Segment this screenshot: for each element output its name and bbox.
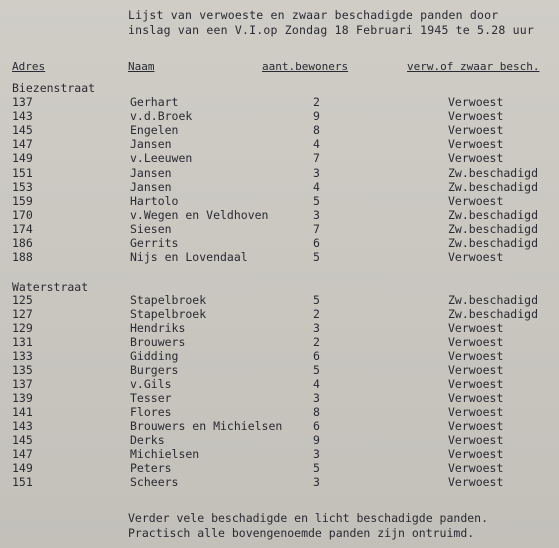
- damage-status: Verwoest: [448, 405, 504, 419]
- resident-count: 3: [313, 475, 320, 489]
- damage-status: Verwoest: [448, 433, 504, 447]
- resident-count: 2: [313, 95, 320, 109]
- resident-count: 5: [313, 250, 320, 265]
- house-number: 174: [12, 221, 33, 236]
- house-number: 133: [12, 349, 33, 363]
- section-street-biezenstraat: Biezenstraat: [12, 81, 96, 95]
- damage-status: Verwoest: [448, 349, 504, 363]
- table-row: [0, 420, 559, 433]
- resident-name: Tesser: [130, 391, 172, 405]
- damage-status: Verwoest: [448, 321, 504, 335]
- resident-count: 5: [313, 193, 320, 208]
- house-number: 147: [12, 447, 33, 461]
- house-number: 149: [12, 461, 33, 475]
- resident-name: Nijs en Lovendaal: [130, 250, 248, 265]
- house-number: 131: [12, 335, 33, 349]
- house-number: 170: [12, 207, 33, 222]
- damage-status: Verwoest: [448, 109, 504, 124]
- title-line-1: Lijst van verwoeste en zwaar beschadigde panden door: [128, 8, 499, 22]
- resident-name: Engelen: [130, 123, 179, 138]
- resident-name: Stapelbroek: [130, 307, 207, 321]
- footer-line-1: Verder vele beschadigde en licht beschadigde panden.: [128, 511, 489, 525]
- table-row: [0, 96, 559, 109]
- damage-status: Verwoest: [448, 193, 504, 208]
- house-number: 149: [12, 151, 33, 166]
- house-number: 145: [12, 433, 33, 447]
- resident-name: Jansen: [130, 137, 172, 152]
- house-number: 125: [12, 293, 33, 307]
- house-number: 127: [12, 307, 33, 321]
- table-row: [0, 434, 559, 447]
- damage-status: Verwoest: [448, 123, 504, 138]
- resident-name: Jansen: [130, 165, 172, 180]
- damage-status: Verwoest: [448, 335, 504, 349]
- table-row: [0, 251, 559, 264]
- house-number: 141: [12, 405, 33, 419]
- header-bewoners: aant.bewoners: [262, 60, 349, 73]
- resident-name: Hartolo: [130, 193, 179, 208]
- damage-status: Verwoest: [448, 447, 504, 461]
- section-street-waterstraat: Waterstraat: [12, 280, 89, 294]
- resident-name: Stapelbroek: [130, 293, 207, 307]
- house-number: 151: [12, 475, 33, 489]
- resident-count: 8: [313, 123, 320, 138]
- table-row: [0, 138, 559, 151]
- title-line-2: inslag van een V.I.op Zondag 18 Februari 1945 te 5.28 uur: [128, 23, 535, 37]
- damage-status: Verwoest: [448, 95, 504, 109]
- damage-status: Zw.beschadigd: [448, 207, 539, 222]
- resident-name: Brouwers en Michielsen: [130, 419, 283, 433]
- resident-count: 3: [313, 321, 320, 335]
- house-number: 159: [12, 193, 33, 208]
- resident-count: 6: [313, 419, 320, 433]
- resident-name: Jansen: [130, 179, 172, 194]
- table-row: [0, 110, 559, 123]
- resident-count: 3: [313, 391, 320, 405]
- resident-name: v.d.Broek: [130, 109, 193, 124]
- house-number: 137: [12, 95, 33, 109]
- table-row: [0, 350, 559, 363]
- resident-name: Siesen: [130, 221, 172, 236]
- resident-name: Derks: [130, 433, 165, 447]
- table-row: [0, 364, 559, 377]
- table-row: [0, 476, 559, 489]
- table-row: [0, 124, 559, 137]
- resident-count: 4: [313, 137, 320, 152]
- damage-status: Verwoest: [448, 363, 504, 377]
- resident-count: 5: [313, 363, 320, 377]
- resident-name: Peters: [130, 461, 172, 475]
- resident-count: 9: [313, 109, 320, 124]
- resident-name: v.Wegen en Veldhoven: [130, 207, 269, 222]
- resident-name: Hendriks: [130, 321, 186, 335]
- house-number: 186: [12, 236, 33, 250]
- resident-count: 2: [313, 307, 320, 321]
- resident-name: Gidding: [130, 349, 179, 363]
- house-number: 153: [12, 179, 33, 194]
- house-number: 145: [12, 123, 33, 138]
- resident-name: Flores: [130, 405, 172, 419]
- document-footer: [128, 511, 488, 541]
- damage-status: Verwoest: [448, 377, 504, 391]
- resident-name: Michielsen: [130, 447, 200, 461]
- resident-count: 3: [313, 207, 320, 222]
- document-title: [128, 8, 534, 38]
- table-row: [0, 152, 559, 165]
- damage-status: Zw.beschadigd: [448, 293, 539, 307]
- house-number: 137: [12, 377, 33, 391]
- damage-status: Verwoest: [448, 151, 504, 166]
- damage-status: Zw.beschadigd: [448, 221, 539, 236]
- resident-count: 9: [313, 433, 320, 447]
- resident-count: 6: [313, 349, 320, 363]
- damage-status: Zw.beschadigd: [448, 165, 539, 180]
- resident-count: 6: [313, 236, 320, 250]
- resident-name: Brouwers: [130, 335, 186, 349]
- damage-status: Verwoest: [448, 461, 504, 475]
- resident-name: v.Gils: [130, 377, 172, 391]
- resident-count: 3: [313, 165, 320, 180]
- table-row: [0, 322, 559, 335]
- damage-status: Zw.beschadigd: [448, 307, 539, 321]
- table-row: [0, 336, 559, 349]
- resident-name: Gerrits: [130, 236, 179, 250]
- table-row: [0, 378, 559, 391]
- header-naam: Naam: [128, 60, 155, 73]
- footer-line-2: Practisch alle bovengenoemde panden zijn ontruimd.: [128, 526, 475, 540]
- table-row: [0, 392, 559, 405]
- resident-count: 5: [313, 461, 320, 475]
- resident-name: Scheers: [130, 475, 179, 489]
- table-row: [0, 294, 559, 307]
- resident-count: 7: [313, 151, 320, 166]
- table-row: [0, 448, 559, 461]
- house-number: 143: [12, 109, 33, 124]
- resident-name: Burgers: [130, 363, 179, 377]
- resident-name: v.Leeuwen: [130, 151, 193, 166]
- house-number: 188: [12, 250, 33, 265]
- house-number: 151: [12, 165, 33, 180]
- damage-status: Verwoest: [448, 419, 504, 433]
- table-row: [0, 195, 559, 208]
- resident-count: 3: [313, 447, 320, 461]
- header-adres: Adres: [12, 60, 46, 73]
- house-number: 129: [12, 321, 33, 335]
- table-row: [0, 237, 559, 250]
- house-number: 143: [12, 419, 33, 433]
- table-row: [0, 406, 559, 419]
- table-row: [0, 181, 559, 194]
- resident-name: Gerhart: [130, 95, 179, 109]
- header-status: verw.of zwaar besch.: [407, 60, 540, 73]
- resident-count: 7: [313, 221, 320, 236]
- resident-count: 5: [313, 293, 320, 307]
- resident-count: 8: [313, 405, 320, 419]
- table-row: [0, 308, 559, 321]
- table-row: [0, 209, 559, 222]
- damage-status: Verwoest: [448, 475, 504, 489]
- table-row: [0, 223, 559, 236]
- table-row: [0, 462, 559, 475]
- resident-count: 2: [313, 335, 320, 349]
- damage-status: Verwoest: [448, 391, 504, 405]
- house-number: 135: [12, 363, 33, 377]
- table-row: [0, 167, 559, 180]
- resident-count: 4: [313, 377, 320, 391]
- damage-status: Zw.beschadigd: [448, 236, 539, 250]
- house-number: 147: [12, 137, 33, 152]
- house-number: 139: [12, 391, 33, 405]
- damage-status: Verwoest: [448, 137, 504, 152]
- resident-count: 4: [313, 179, 320, 194]
- damage-status: Verwoest: [448, 250, 504, 265]
- damage-status: Zw.beschadigd: [448, 179, 539, 194]
